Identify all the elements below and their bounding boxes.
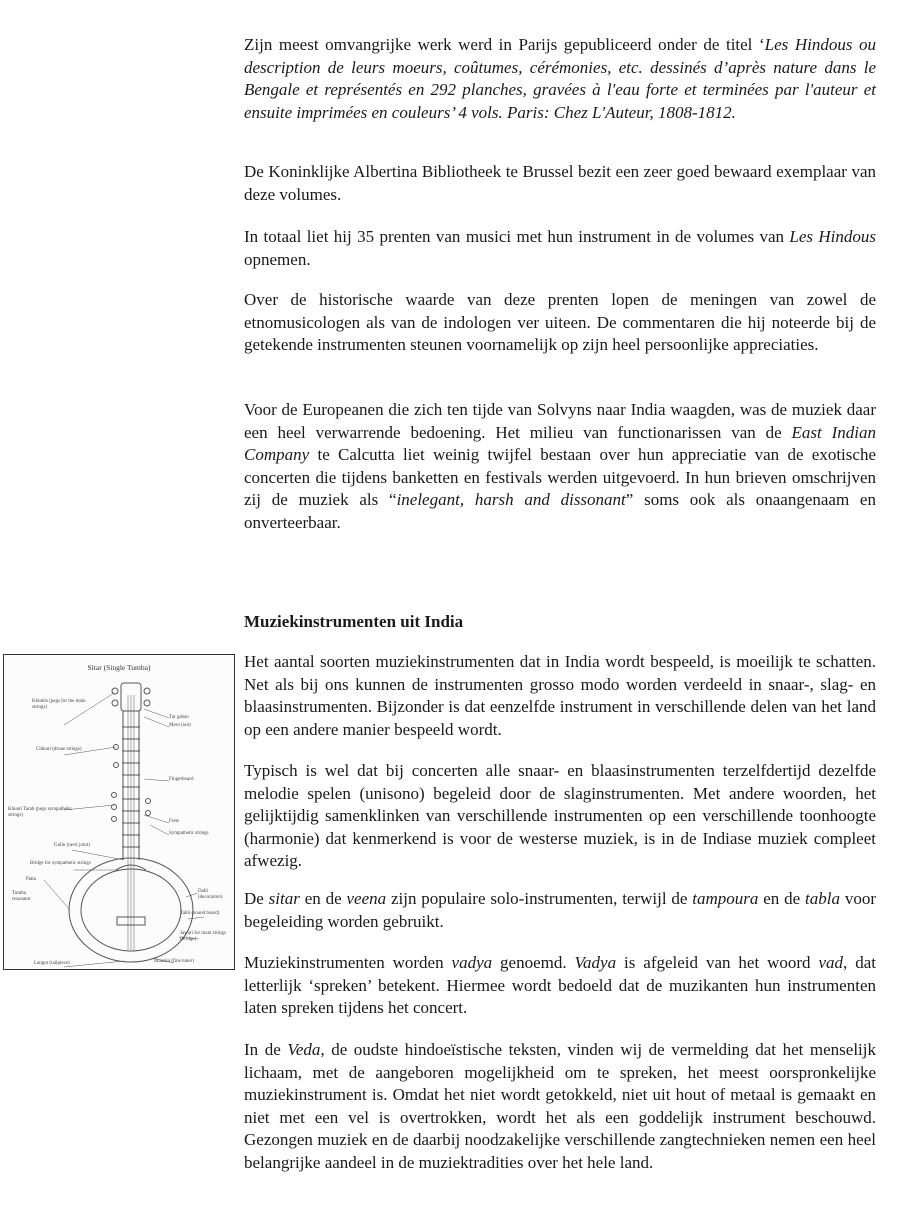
- text-run: Muziekinstrumenten worden: [244, 953, 452, 972]
- text-run: Zijn meest omvangrijke werk werd in Parijs gepubliceerd onder de titel ‘: [244, 35, 765, 54]
- text-run: en de: [299, 889, 347, 908]
- text-run: Voor de Europeanen die zich ten tijde van Solvyns naar India waagden, was de muziek daar een heel verwarrende bedoening. Het milieu van functionarissen van de: [244, 400, 876, 442]
- text-run: ” soms ook als onaangenaam en onverteerbaar.: [244, 490, 876, 532]
- italic-run: inelegant, harsh and dissonant: [396, 490, 626, 509]
- paragraph-library: [244, 161, 876, 206]
- label-bridge: Bridge for sympathetic strings: [30, 861, 91, 866]
- text-run: In de: [244, 1040, 288, 1059]
- label-jawari: Jawari for main strings (bridge): [180, 931, 226, 942]
- label-langot: Langot (tailpiece): [34, 961, 70, 966]
- italic-run: East Indian Company: [244, 422, 877, 464]
- italic-run: tabla: [805, 889, 840, 908]
- label-gullu: Gullu (neck joint): [54, 843, 90, 848]
- text-run: De: [244, 889, 269, 908]
- italic-run: veena: [346, 889, 387, 908]
- label-tabli: Tabli (sound board): [180, 911, 220, 916]
- italic-run: vad: [818, 953, 844, 972]
- text-run: zijn populaire solo-instrumenten, terwijl de: [386, 889, 693, 908]
- text-run: voor begeleiding worden gebruikt.: [244, 889, 877, 931]
- paragraph-unisono: [244, 760, 876, 873]
- italic-run: Les Hindous ou description de leurs moeurs, coûtumes, cérémonies, etc. dessinés d’après nature dans le Bengale et représentés en 292 planches, gravées à l'eau forte et terminées par l'auteur et ensuite imprimées en couleurs’ 4 vols. Paris: Chez L'Auteur, 1808-1812.: [244, 35, 876, 122]
- label-fingerboard: Fingerboard: [169, 777, 194, 782]
- label-dalli: Dalli (decoration): [198, 889, 223, 900]
- label-tumba: Tumba resonator: [12, 891, 31, 902]
- sitar-figure: [3, 654, 235, 970]
- italic-run: vadya: [451, 953, 493, 972]
- text-run: , de oudste hindoeïstische teksten, vinden wij de vermelding dat het menselijk lichaam, met de aangeboren mogelijkheid om te spreken, het meest oorspronkelijke muziekinstrument is. Omdat het niet wordt getokkeld, niet uit hout of metaal is gemaakt en niet met een vel is overtrokken, wordt het als een goddelijk instrument beschouwd. Gezongen muziek en de daarbij noodzakelijke verschillende zangtechnieken nemen een heel belangrijke aandeel in de muziektradities over het hele land.: [244, 1040, 877, 1172]
- label-khunti: Khuntis (pegs for the main strings): [32, 699, 86, 710]
- paragraph-publication: [244, 34, 876, 124]
- text-run: , dat letterlijk ‘spreken’ betekent. Hiermee wordt bedoeld dat de muzikanten hun instrumenten laten spreken tijdens het concert.: [244, 953, 876, 1017]
- figure-title: Sitar (Single Tumba): [87, 663, 151, 672]
- text-run: In totaal liet hij 35 prenten van musici met hun instrument in de volumes van: [244, 227, 790, 246]
- text-run: Typisch is wel dat bij concerten alle snaar- en blaasinstrumenten terzelfdertijd dezelfde melodie spelen (unisono) begeleid door de slaginstrumenten. Met andere woorden, het gelijktijdig samenklinken van verschillende instrumenten op een verschillende toonhoogte (harmonie) dat kenmerkend is voor de westerse muziek, is in de Indiase muziek compleet afwezig.: [244, 761, 876, 870]
- text-run: genoemd.: [492, 953, 575, 972]
- italic-run: sitar: [268, 889, 300, 908]
- label-sympathetic: Sympathetic strings: [169, 831, 209, 836]
- paragraph-solo-instruments: [244, 888, 876, 933]
- text-run: De Koninklijke Albertina Bibliotheek te Brussel bezit een zeer goed bewaard exemplaar van deze volumes.: [244, 162, 876, 204]
- text-run: Over de historische waarde van deze prenten lopen de meningen van zowel de etnomusicologen als van de indologen ver uiteen. De commentaren die hij noteerde bij de getekende instrumenten steunen voornamelijk op zijn heel persoonlijke appreciaties.: [244, 290, 876, 354]
- paragraph-instrument-types: [244, 651, 876, 741]
- label-manaka: Manaka (fine tuner): [154, 959, 194, 964]
- label-frets: Frets: [169, 819, 179, 824]
- text-run: Het aantal soorten muziekinstrumenten dat in India wordt bespeeld, is moeilijk te schatten. Net als bij ons kunnen de instrumenten grosso modo worden verdeeld in snaar-, slag- en blaasinstrumenten. Bijzonder is dat eenzelfde instrument in verschillende delen van het land op een andere manier bespeeld wordt.: [244, 652, 876, 739]
- text-run: opnemen.: [244, 249, 311, 269]
- paragraph-prints: [244, 226, 876, 271]
- text-run: en de: [758, 889, 806, 908]
- text-run: te Calcutta liet weinig twijfel bestaan over hun appreciatie van de exotische concerten die tijdens banketten en festivals werden uitgevoerd. In hun brieven omschrijven zij de muziek als “: [244, 445, 876, 509]
- italic-run: Les Hindous: [789, 227, 877, 246]
- italic-run: Vadya: [574, 953, 617, 972]
- label-patta: Patta: [26, 877, 36, 882]
- paragraph-veda: [244, 1039, 876, 1174]
- paragraph-vadya: [244, 952, 876, 1020]
- italic-run: tampoura: [692, 889, 759, 908]
- label-chikari: Chikari (drone strings): [36, 747, 82, 752]
- label-tar-gahan: Tar gahan: [169, 715, 189, 720]
- section-heading: Muziekinstrumenten uit India: [244, 612, 464, 631]
- paragraph-historical-value: [244, 289, 876, 357]
- label-khunti-tarab: Khunti Tarab (pegs sympathetic strings): [8, 807, 72, 818]
- text-run: is afgeleid van het woord: [616, 953, 819, 972]
- italic-run: Veda: [287, 1040, 321, 1059]
- label-meru: Meru (nut): [169, 723, 191, 728]
- paragraph-europeans: [244, 399, 876, 534]
